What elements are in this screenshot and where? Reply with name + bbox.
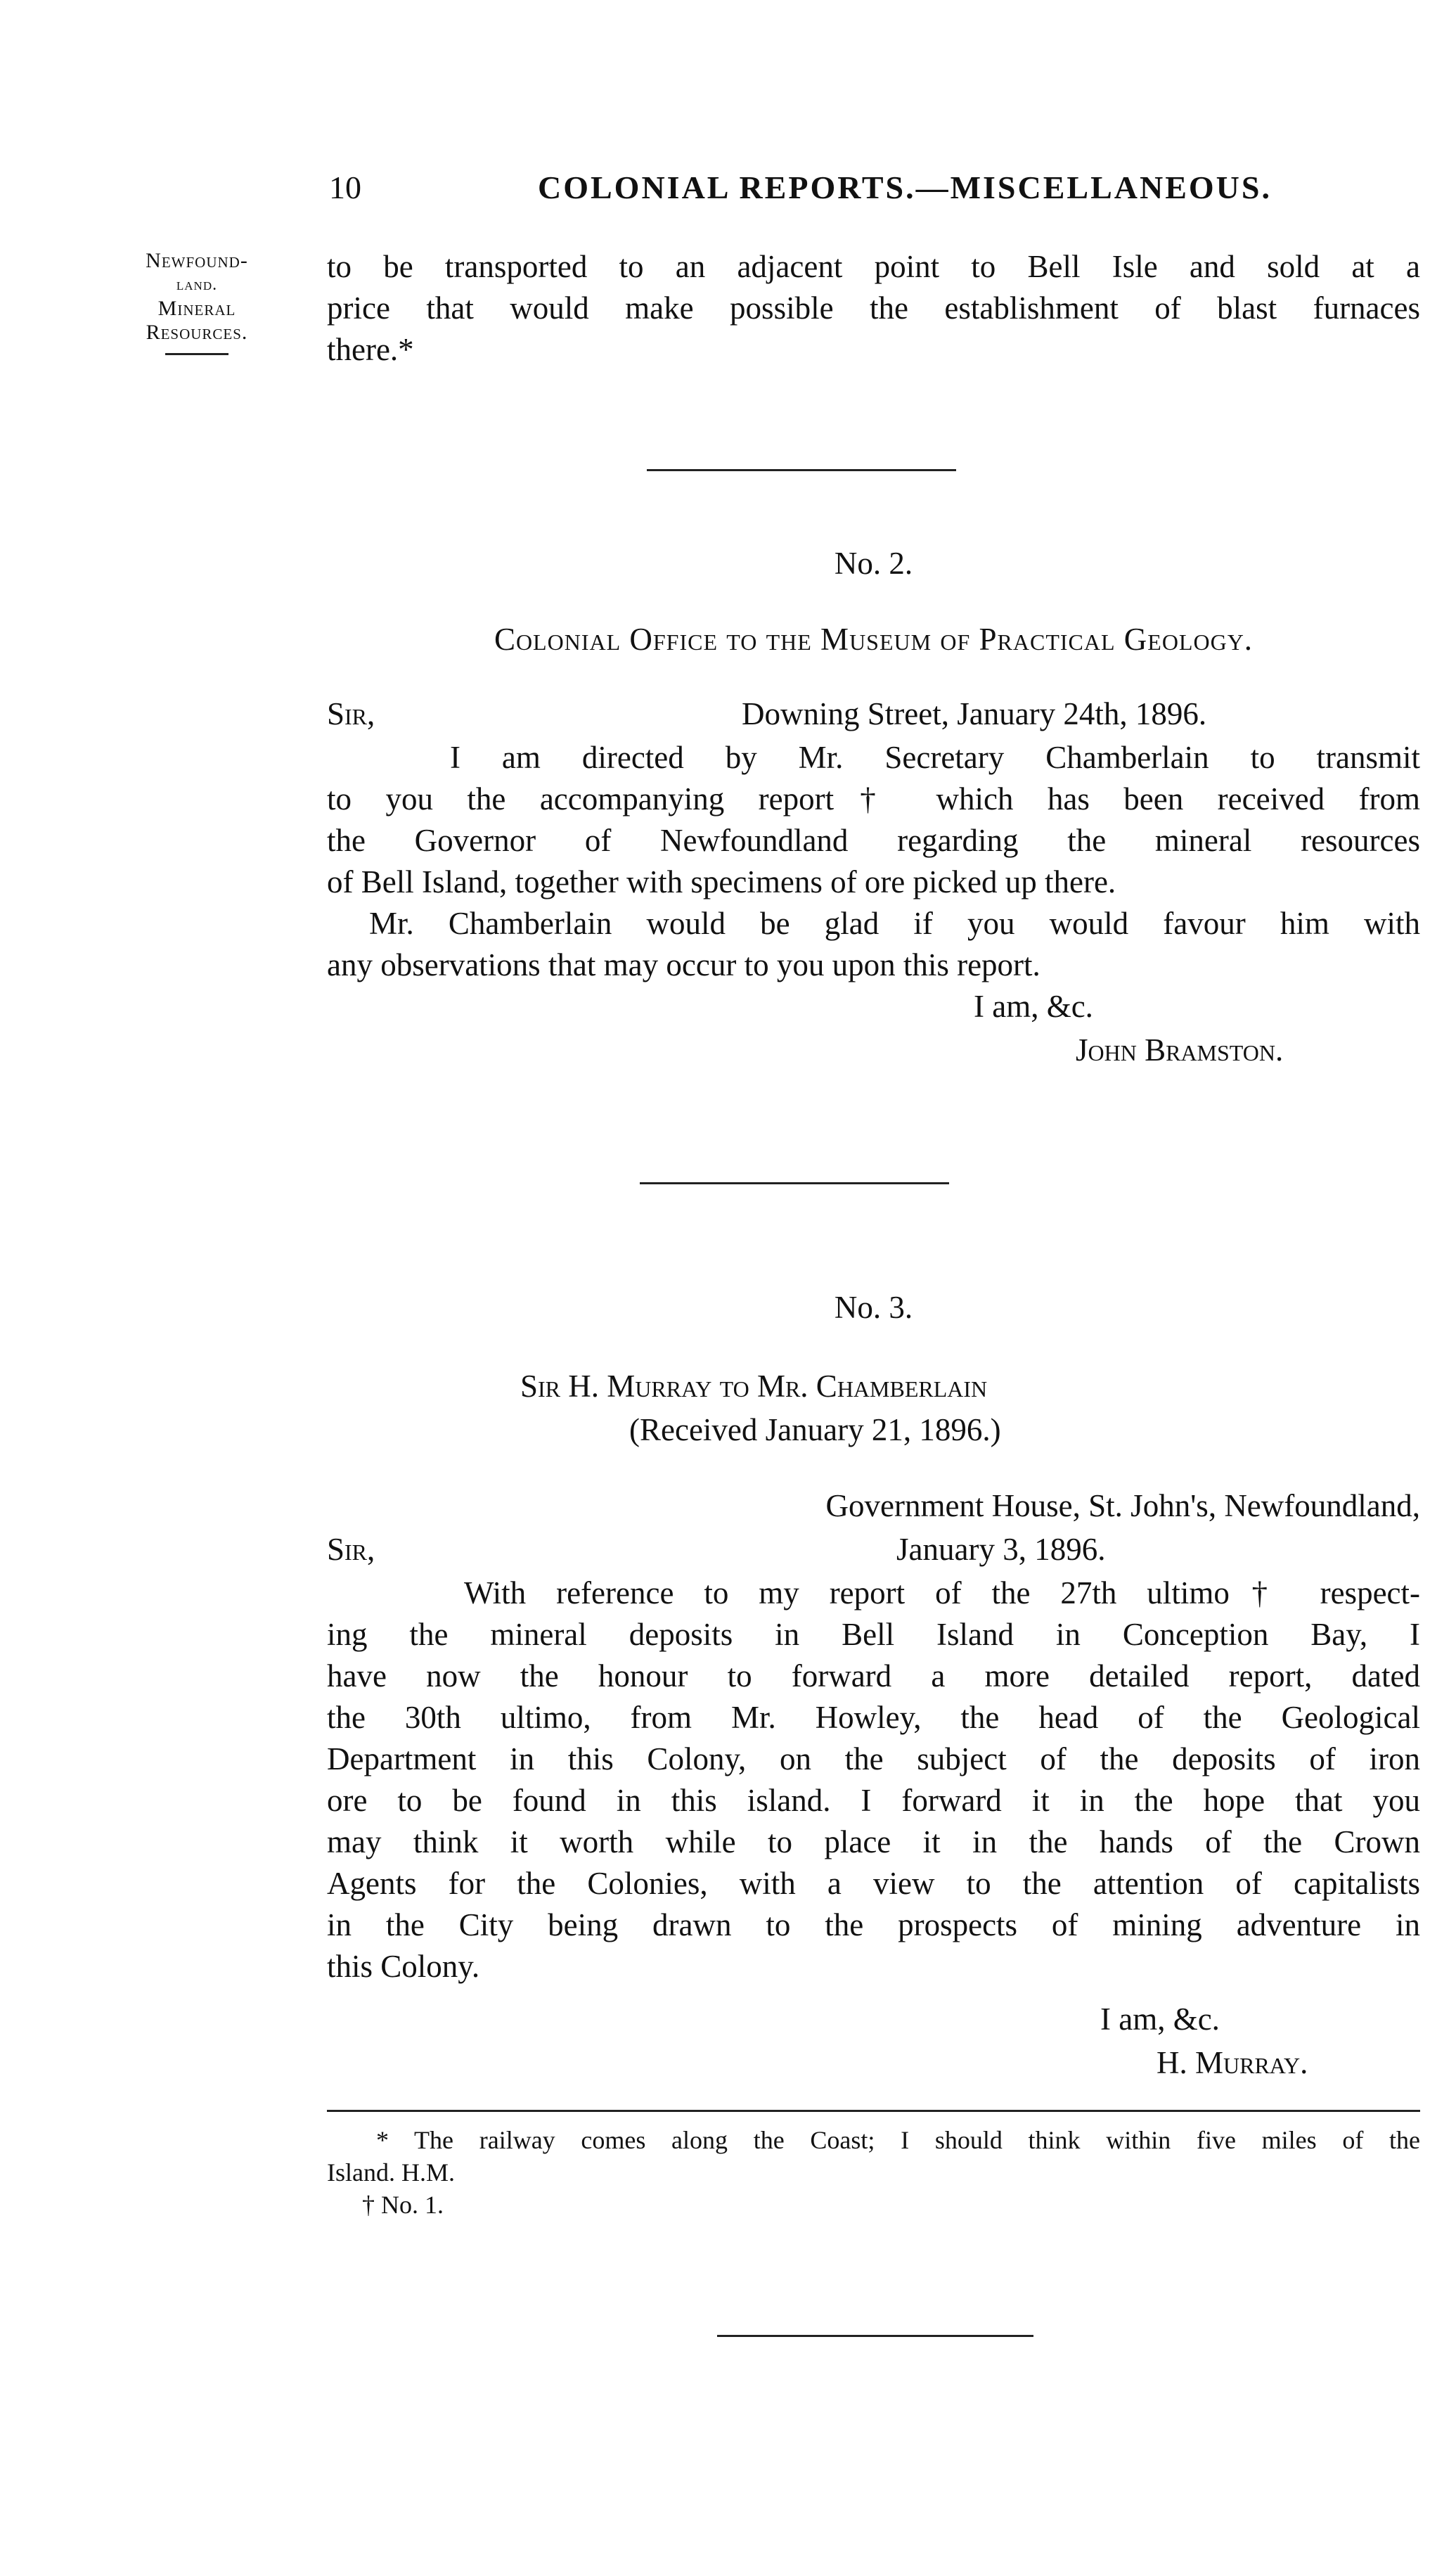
sidenote-line: land. [176,276,218,294]
text-line: the 30th ultimo, from Mr. Howley, the head of the Geological [327,1700,1420,1735]
text-line: the Governor of Newfoundland regarding the mineral resources [327,823,1420,858]
doc3-place: Government House, St. John's, Newfoundland, [825,1488,1420,1523]
doc3-salutation-row [327,1529,1420,1570]
doc2-number: No. 2. [834,546,913,581]
text-line: Mr. Chamberlain would be glad if you would favour him with [369,906,1420,941]
doc2-salutation: Sir, [327,696,375,731]
footnote-rule [327,2110,1420,2112]
doc3-letter-body [327,1573,1420,1987]
text-line: to you the accompanying report† which has been received from [327,781,1420,817]
doc2-salutation-row [327,693,1420,735]
text-line: ing the mineral deposits in Bell Island in Conception Bay, I [327,1617,1420,1652]
doc3-closing: I am, &c. [1100,2002,1220,2037]
doc3-date: January 3, 1896. [896,1532,1106,1567]
doc3-heading: Sir H. Murray to Mr. Chamberlain [520,1369,988,1404]
continuation-paragraph [327,246,1420,371]
text-line: With reference to my report of the 27th ultimo† respect- [464,1575,1420,1611]
footnote-star-line: Island. H.M. [327,2158,455,2186]
doc2-letter-body [327,737,1420,986]
doc3-number: No. 3. [834,1290,913,1325]
end-rule [717,2335,1033,2337]
text-line: in the City being drawn to the prospects of mining adventure in [327,1907,1420,1942]
footnote-star-line: * The railway comes along the Coast; I should think within five miles of the [376,2126,1420,2154]
text-line: may think it worth while to place it in the hands of the Crown [327,1824,1420,1859]
text-line: I am directed by Mr. Secretary Chamberlain to transmit [450,740,1420,775]
text-line: this Colony. [327,1949,480,1984]
text-line: Agents for the Colonies, with a view to the attention of capitalists [327,1866,1420,1901]
doc2-heading: Colonial Office to the Museum of Practical Geology. [494,622,1254,657]
footnotes [327,2124,1420,2221]
text-line: price that would make possible the establishment of blast furnaces [327,290,1420,326]
doc3-signature: H. Murray. [1157,2045,1308,2080]
text-line: Department in this Colony, on the subject of the deposits of iron [327,1741,1420,1776]
sidenote-line: Resources. [146,321,248,344]
doc2-signature: John Bramston. [1076,1032,1284,1068]
sidenote-line: Newfound- [146,249,248,272]
section-divider [640,1182,949,1184]
text-line: of Bell Island, together with specimens of ore picked up there. [327,864,1116,899]
page-number: 10 [329,169,361,205]
text-line: ore to be found in this island. I forward it in the hope that you [327,1783,1420,1818]
doc3-received: (Received January 21, 1896.) [629,1412,1001,1447]
sidenote-rule [165,353,228,355]
margin-sidenote [91,249,302,355]
running-title: COLONIAL REPORTS.—MISCELLANEOUS. [538,169,1272,205]
text-line: any observations that may occur to you upon this report. [327,947,1041,982]
text-line: to be transported to an adjacent point to Bell Isle and sold at a [327,249,1420,284]
doc2-place-date: Downing Street, January 24th, 1896. [742,696,1207,731]
footnote-dagger: † No. 1. [362,2191,444,2219]
sidenote-line: Mineral [157,297,236,320]
doc2-closing-text: I am, &c. [974,989,1093,1024]
text-line: there.* [327,332,414,367]
doc3-salutation: Sir, [327,1532,375,1567]
running-header [309,163,1420,212]
text-line: have now the honour to forward a more detailed report, dated [327,1658,1420,1693]
section-divider [647,469,956,471]
